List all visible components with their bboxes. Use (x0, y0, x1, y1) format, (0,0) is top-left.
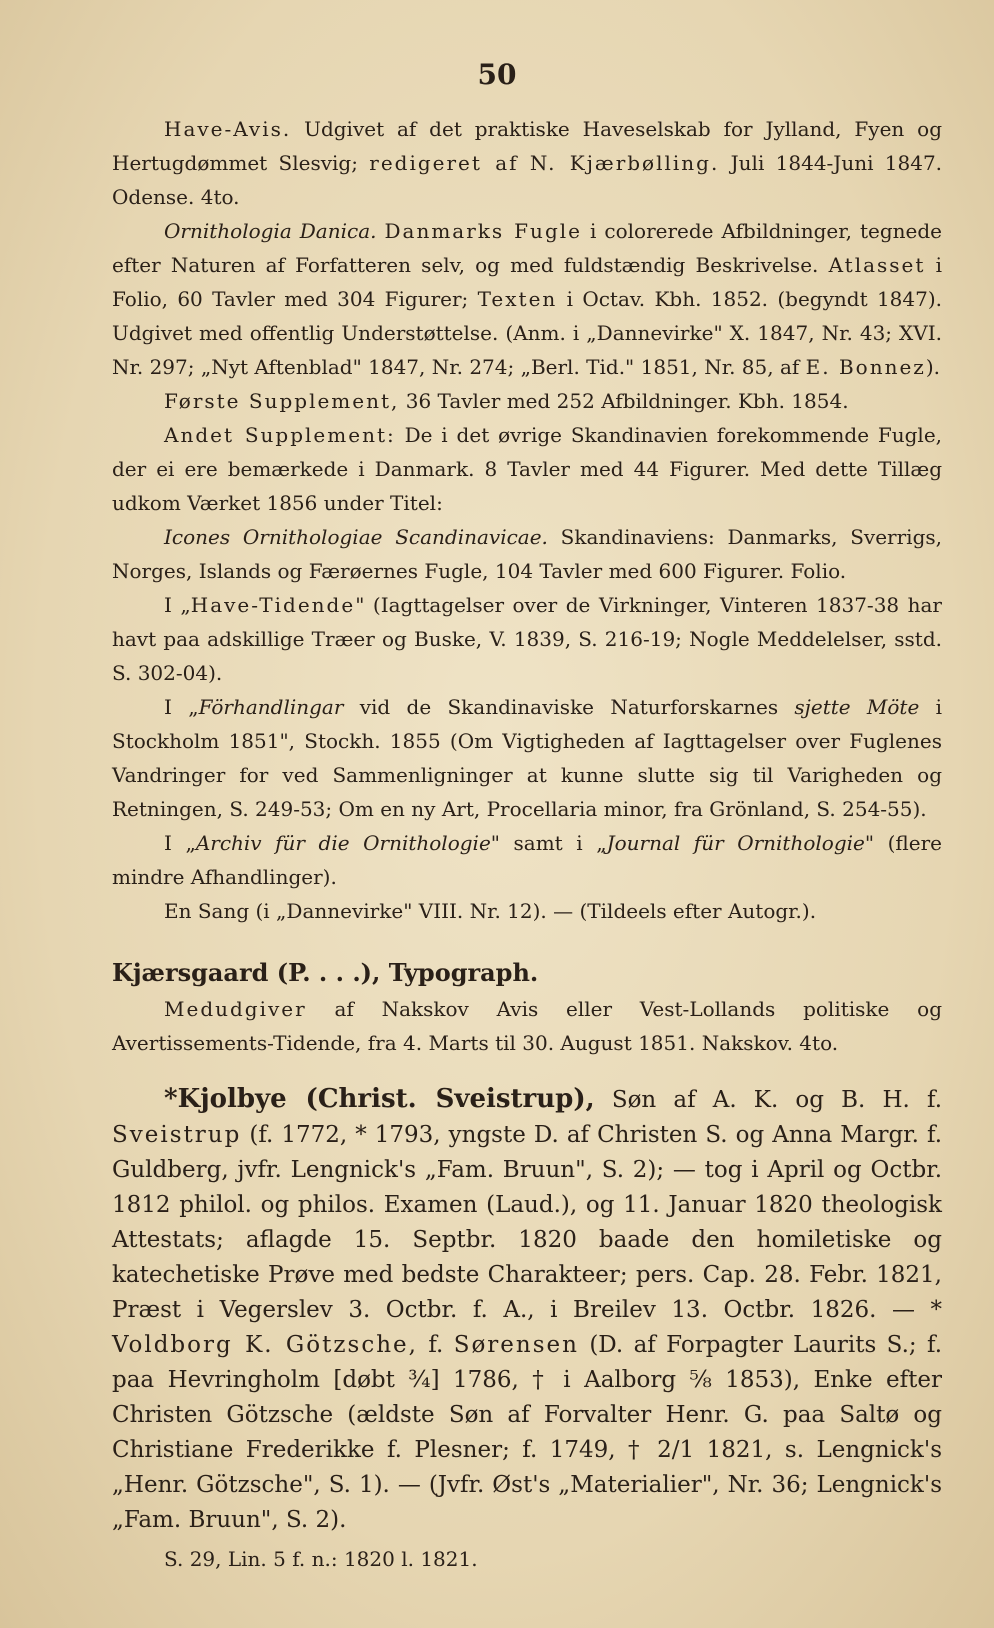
second-supplement-label: Andet Supplement: (164, 423, 396, 447)
icones-title: Icones Ornithologiae Scandinavicae. (164, 525, 548, 549)
forhandlingar-title: Förhandlingar (198, 695, 344, 719)
page-number: 50 (477, 58, 517, 91)
ornithologia-text: i colorerede Afbildninger, tegnede efter Naturen af Forfatteren selv, og med fuldstændig Beskrivelse. (112, 219, 942, 277)
ornithologia-text-label: Texten (477, 287, 558, 311)
archiv-title: Archiv für die Ornithologie (195, 831, 491, 855)
first-supplement-label: Første Supplement, (164, 389, 400, 413)
archiv-mid: " samt i „ (490, 831, 607, 855)
ornithologia-reviewer: E. Bonnez (805, 355, 926, 379)
archiv-pre: I „ (164, 831, 196, 855)
ornithologia-danish-title: Danmarks Fugle (384, 219, 582, 243)
second-supplement-text: De i det øvrige Skandinavien forekommende Fugle, der ei ere bemærkede i Danmark. 8 Tavler med 44 Figurer. Med dette Tillæg udkom Værket 1856 under Titel: (112, 423, 943, 515)
icones-text: Skandinaviens: Danmarks, Sverrigs, Norges, Islands og Færøernes Fugle, 104 Tavler med 600 Figurer. Folio. (112, 525, 942, 583)
archiv-end: " (flere mindre Afhandlinger). (112, 831, 942, 889)
ornithologia-atlas-text: i Folio, 60 Tavler med 304 Figurer; (112, 253, 942, 311)
have-avis-text: Udgivet af det praktiske Haveselskab for Jylland, Fyen og Hertugdømmet Slesvig; (112, 117, 943, 175)
entry-ornithologia (112, 214, 942, 384)
kjolbye-text-c: f. (428, 1332, 444, 1358)
kjolbye-text-b: (f. 1772, * 1793, yngste D. af Christen S. og Anna Margr. f. Guldberg, jvfr. Lengnick's „Fam. Bruun", S. 2); — tog i April og Octbr. 1812 philol. og philos. Examen (Laud.), og 11. Januar 1820 theologisk Attestats; aflagde 15. Septbr. 1820 baade den homiletiske og katechetiske Prøve med bedste Charakteer; pers. Cap. 28. Febr. 1821, Præst i Vegerslev 3. Octbr. f. A., i Breilev 13. Octbr. 1826. — * (112, 1122, 943, 1323)
sang-text: En Sang (i „Dannevirke" VIII. Nr. 12). — (Tildeels efter Autogr.). (164, 899, 817, 923)
entry-kjaersgaard (112, 992, 942, 1060)
entry-forhandlingar (112, 690, 942, 826)
have-avis-dates: Juli 1844-Juni 1847. Odense. 4to. (112, 151, 943, 209)
archiv-journal: Journal für Ornithologie (606, 831, 865, 855)
have-tidende-text: " (Iagttagelser over de Virkninger, Vinteren 1837-38 har havt paa adskillige Træer og Buske, V. 1839, S. 216-19; Nogle Meddelelser, sstd. S. 302-04). (112, 593, 942, 685)
entry-icones (112, 520, 942, 588)
kjolbye-sveistrup: Sveistrup (112, 1122, 242, 1148)
kjolbye-heading: *Kjolbye (Christ. Sveistrup), (164, 1084, 595, 1114)
kjaersgaard-text: af Nakskov Avis eller Vest-Lollands politiske og Avertissements-Tidende, fra 4. Marts til 30. August 1851. Nakskov. 4to. (112, 997, 942, 1055)
have-avis-title: Have-Avis. (164, 117, 292, 141)
kjolbye-text-d: (D. af Forpagter Laurits S.; f. paa Hevringholm [døbt ¾] 1786, † i Aalborg ⅝ 1853), Enke efter Christen Götzsche (ældste Søn af Forvalter Henr. G. paa Saltø og Christiane Frederikke f. Plesner; f. 1749, † 2/1 1821, s. Lengnick's „Henr. Götzsche", S. 1). — (Jvfr. Øst's „Materialier", Nr. 36; Lengnick's „Fam. Bruun", S. 2). (112, 1332, 943, 1533)
ornithologia-close: ). (925, 355, 941, 379)
kjaersgaard-label: Medudgiver (164, 997, 307, 1021)
entry-have-tidende (112, 588, 942, 690)
entry-have-avis (112, 112, 942, 214)
first-supplement-text: 36 Tavler med 252 Afbildninger. Kbh. 1854. (405, 389, 849, 413)
kjaersgaard-heading: Kjærsgaard (P. . . .), Typograph. (112, 958, 539, 987)
ornithologia-text-rest: i Octav. Kbh. 1852. (begyndt 1847). Udgivet med offentlig Understøttelse. (Anm. i „Dannevirke" X. 1847, Nr. 43; XVI. Nr. 297; „Nyt Aftenblad" 1847, Nr. 274; „Berl. Tid." 1851, Nr. 85, af (112, 287, 943, 379)
entry-sang (112, 894, 942, 928)
erratum-footnote: S. 29, Lin. 5 f. n.: 1820 l. 1821. (164, 1547, 478, 1571)
forhandlingar-pre: I „ (164, 695, 199, 719)
page-body (112, 112, 942, 1576)
kjolbye-text-a: Søn af A. K. og B. H. f. (611, 1087, 942, 1113)
have-tidende-title: Have-Tidende (190, 593, 356, 617)
have-tidende-pre: I „ (164, 593, 191, 617)
have-avis-editor: N. Kjærbølling. (529, 151, 720, 175)
forhandlingar-text-a: vid de Skandinaviske Naturforskarnes (359, 695, 779, 719)
have-avis-editor-label: redigeret af (369, 151, 519, 175)
forhandlingar-sjette: sjette Möte (794, 695, 920, 719)
kjolbye-sorensen: Sørensen (453, 1332, 579, 1358)
entry-kjolbye (112, 1082, 942, 1538)
entry-archiv (112, 826, 942, 894)
kjolbye-wife: Voldborg K. Götzsche, (112, 1332, 418, 1358)
entry-first-supplement (112, 384, 942, 418)
forhandlingar-text-b: i Stockholm 1851", Stockh. 1855 (Om Vigtigheden af Iagttagelser over Fuglenes Vandringer for ved Sammenligninger at kunne slutte sig til Varigheden og Retningen, S. 249-53; Om en ny Art, Procellaria minor, fra Grönland, S. 254-55). (112, 695, 943, 821)
ornithologia-title: Ornithologia Danica. (164, 219, 377, 243)
ornithologia-atlas-label: Atlasset (828, 253, 926, 277)
entry-second-supplement (112, 418, 942, 520)
